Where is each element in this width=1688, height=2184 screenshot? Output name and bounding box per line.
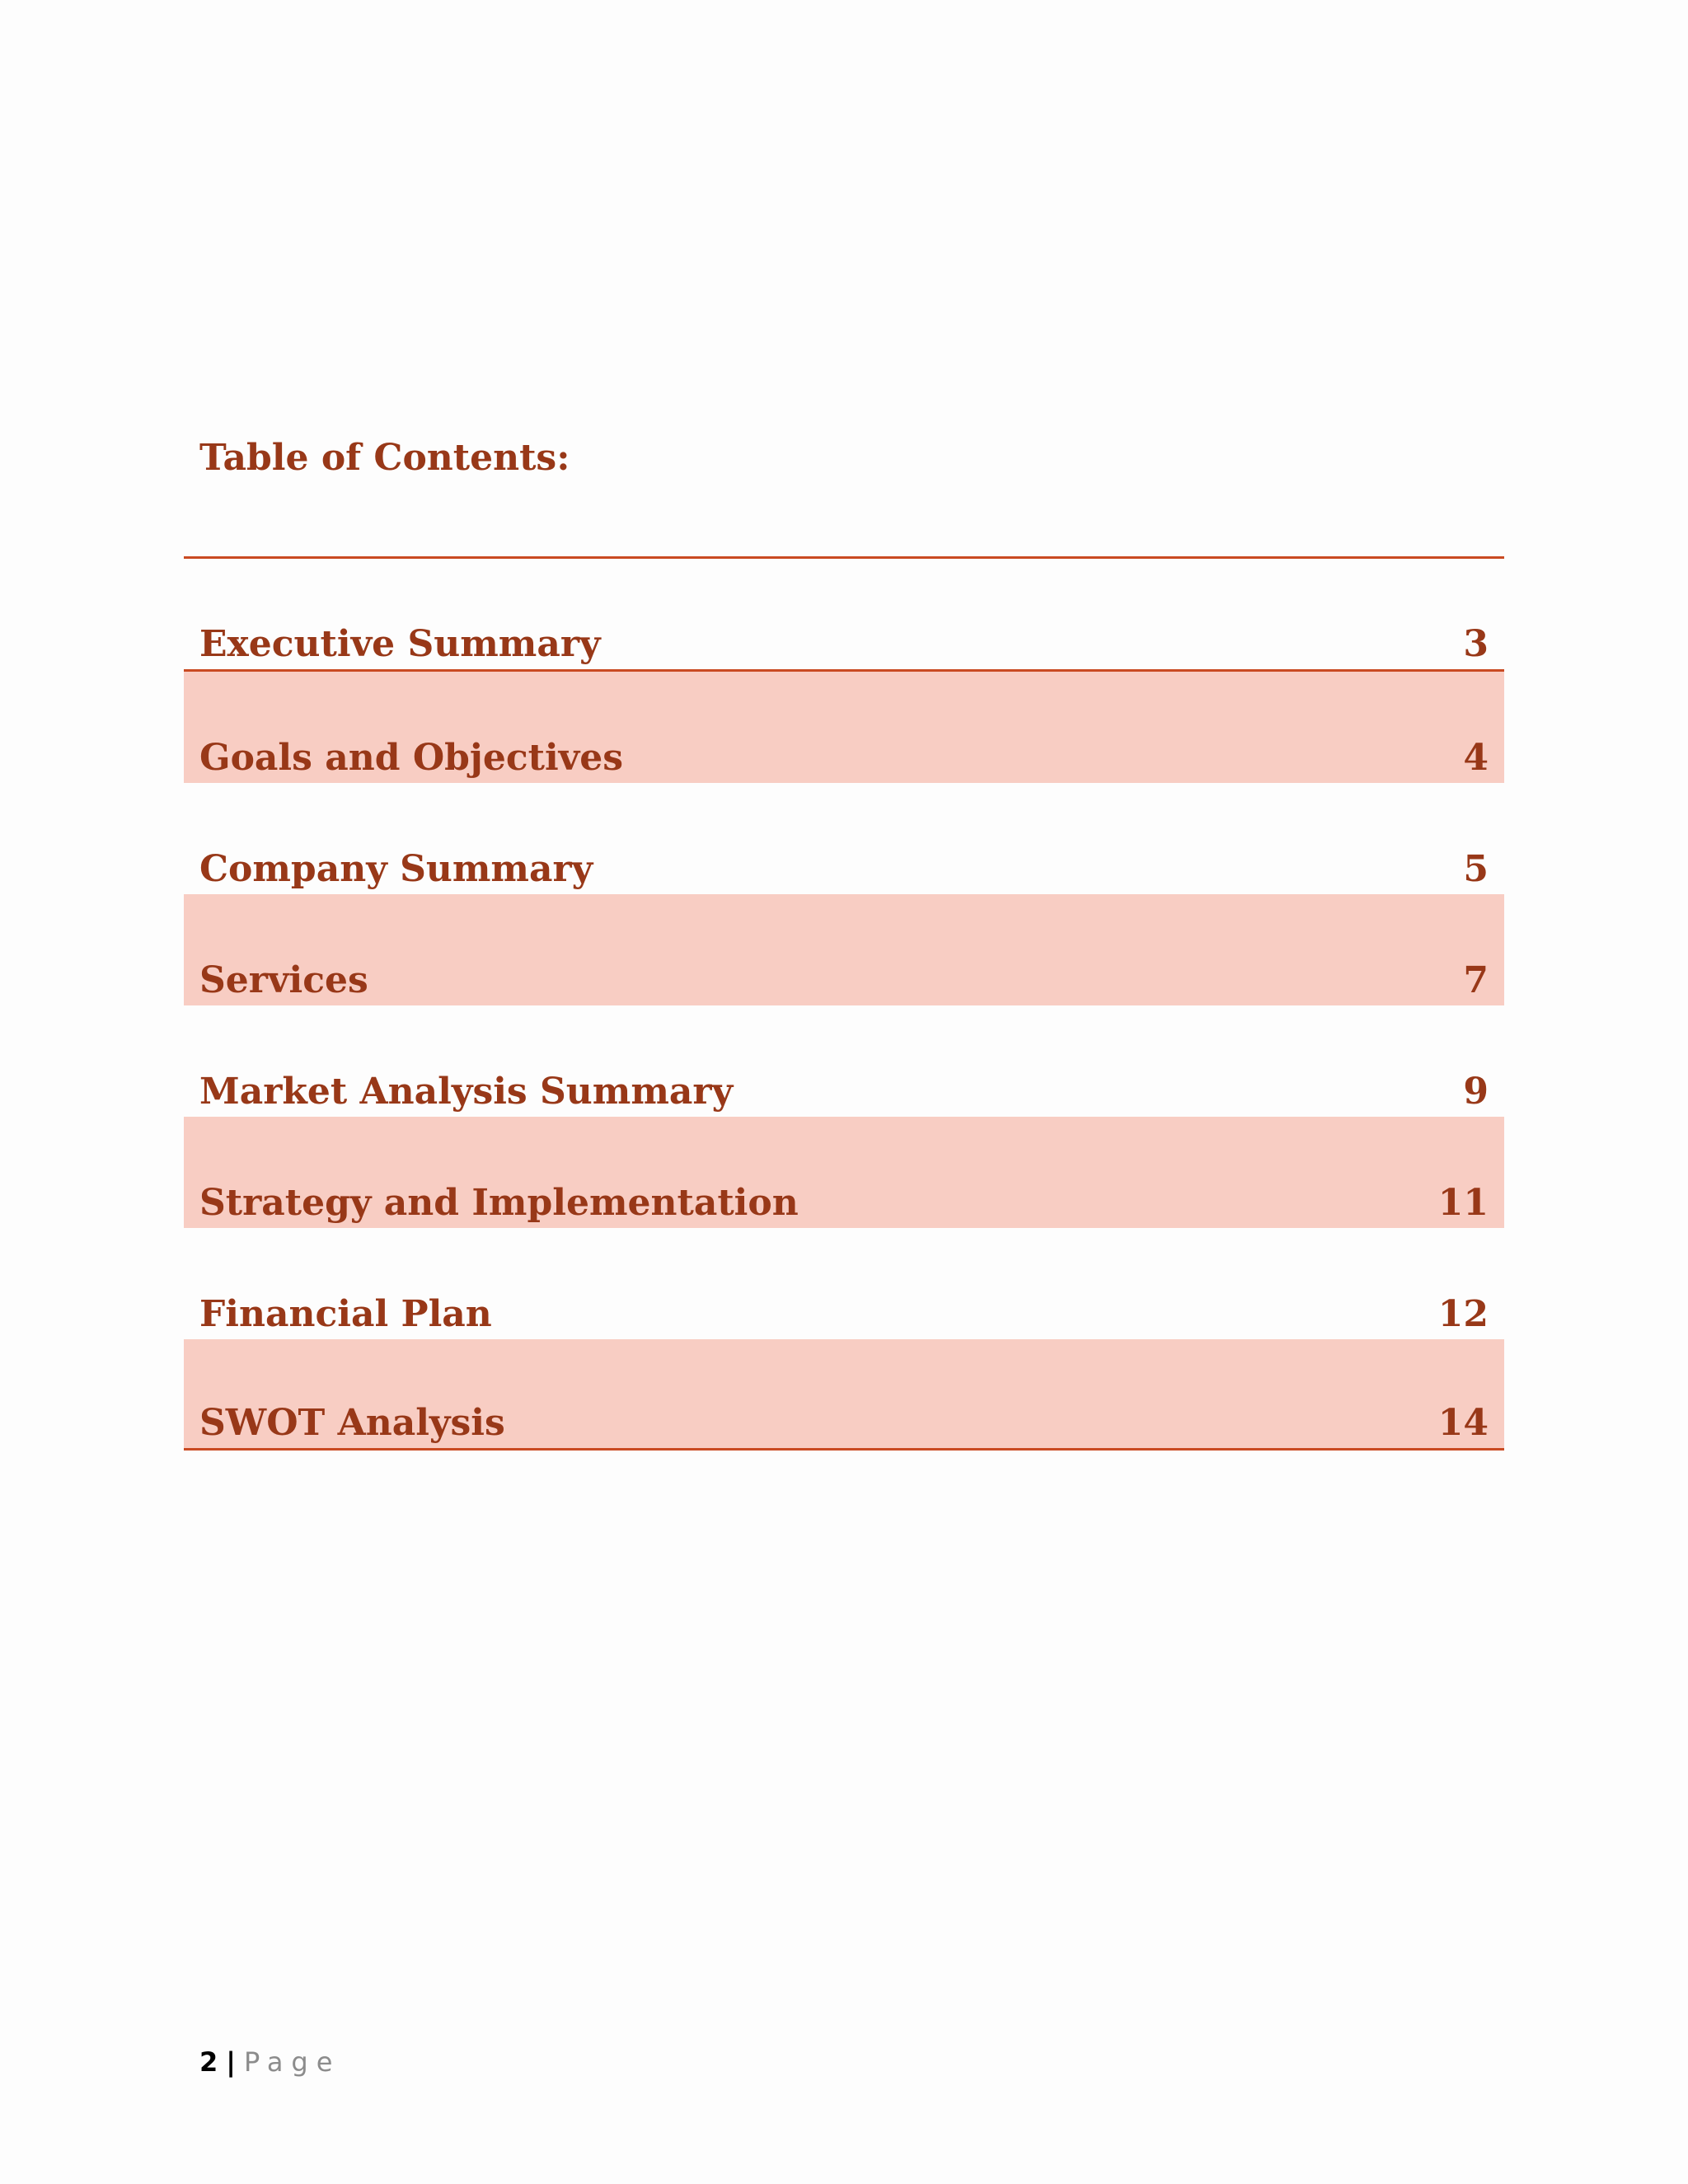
toc-entry-services[interactable]: [184, 894, 1504, 1005]
toc-entry-goals-and-objectives[interactable]: [184, 672, 1504, 783]
toc-entry-swot-analysis[interactable]: [184, 1339, 1504, 1451]
toc-entry-label: Company Summary: [199, 848, 593, 890]
toc-entry-page: 9: [1463, 1071, 1489, 1113]
toc-entry-company-summary[interactable]: [184, 783, 1504, 894]
toc-entry-label: Financial Plan: [199, 1293, 492, 1335]
toc-entry-label: Executive Summary: [199, 623, 601, 665]
footer-page-number: 2: [199, 2046, 218, 2078]
toc-entry-market-analysis-summary[interactable]: [184, 1005, 1504, 1117]
toc-entry-page: 12: [1437, 1293, 1489, 1335]
footer-page-word: Page: [243, 2046, 341, 2078]
toc-entry-label: SWOT Analysis: [199, 1402, 505, 1444]
toc-entry-page: 4: [1463, 737, 1489, 779]
title-divider: [184, 556, 1504, 559]
toc-entry-strategy-and-implementation[interactable]: [184, 1117, 1504, 1228]
toc-entry-page: 11: [1437, 1182, 1489, 1224]
page-footer: [199, 2044, 340, 2080]
toc-entry-page: 5: [1463, 848, 1489, 890]
toc-entry-label: Market Analysis Summary: [199, 1071, 734, 1113]
toc-entry-label: Services: [199, 959, 368, 1001]
toc-entry-financial-plan[interactable]: [184, 1228, 1504, 1339]
footer-separator: |: [226, 2046, 236, 2078]
toc-entry-label: Goals and Objectives: [199, 737, 623, 779]
toc-list: [184, 612, 1504, 1451]
toc-entry-label: Strategy and Implementation: [199, 1182, 799, 1224]
toc-entry-page: 14: [1437, 1402, 1489, 1444]
toc-entry-page: 3: [1463, 623, 1489, 665]
toc-entry-executive-summary[interactable]: [184, 612, 1504, 672]
toc-title: Table of Contents:: [199, 437, 570, 479]
toc-entry-page: 7: [1463, 959, 1489, 1001]
